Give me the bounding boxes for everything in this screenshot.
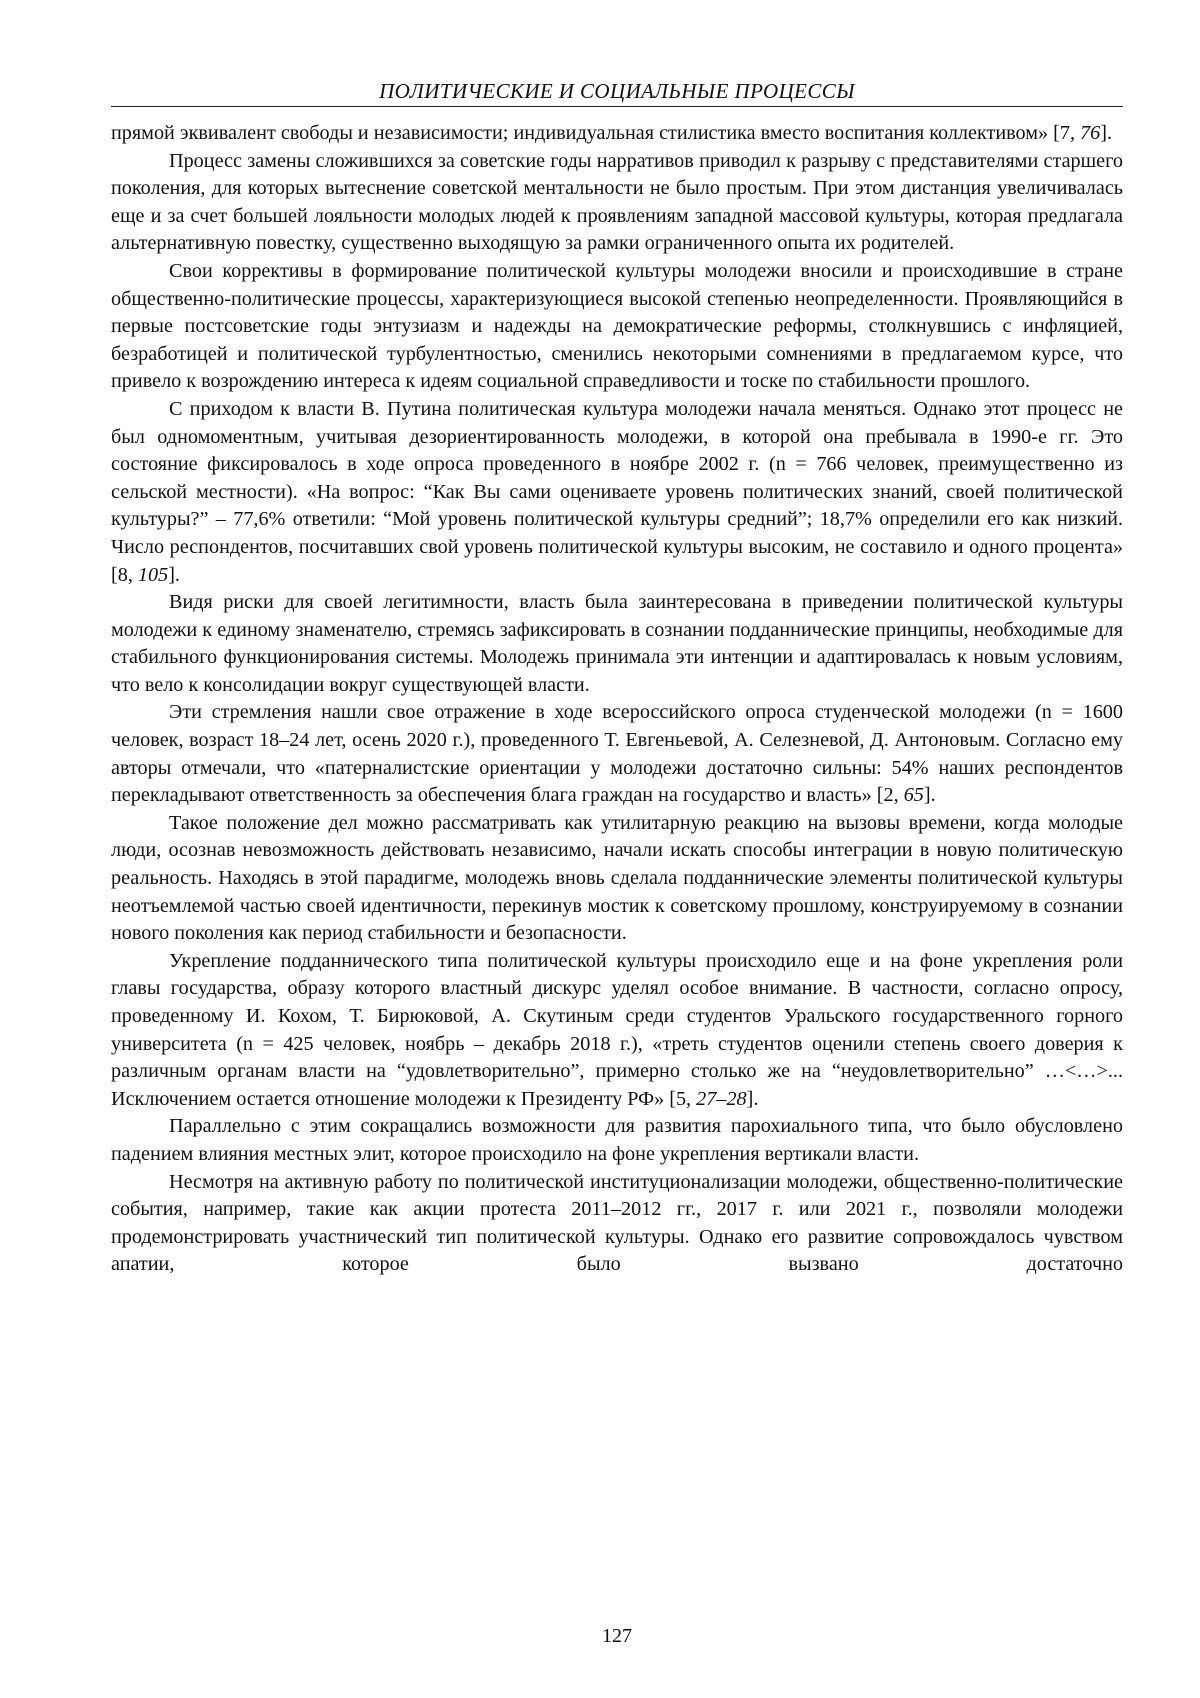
paragraph: Процесс замены сложившихся за советские годы нарративов приводил к разрыву с пред­ставителями старшего поколения, для которых вытеснение советской ментальности не было простым. При этом дистанция увеличивалась еще и за счет большей лояльности молодых лю­дей к проявлениям западной массовой культуры, которая предлагала альтернативную повестку, существенно выходящую за рамки ограниченного опыта их родителей.: [111, 148, 1123, 258]
reference-page: 105: [138, 564, 168, 586]
paragraph-text: прямой эквивалент свободы и независимости; индивидуальная стилистика вместо воспитания коллективом» [7,: [111, 122, 1080, 144]
paragraph-text: ].: [924, 784, 936, 806]
reference-page: 27–28: [696, 1088, 746, 1110]
paragraph: Параллельно с этим сокращались возможности для развития парохиального типа, что бы­ло обусловлено падением влияния местных элит, которое происходило на фоне укрепления вертикали власти.: [111, 1113, 1123, 1168]
paragraph: Такое положение дел можно рассматривать как утилитарную реакцию на вызовы времени, когда молодые люди, осознав невозможность действовать независимо, начали искать способы интеграции в новую политическую реальность. Находясь в этой парадигме, молодежь вновь сделала подданнические элементы политической культуры неотъемлемой частью своей иден­тичности, перекинув мостик к советскому прошлому, конструируемому в сознании нового по­коления как период стабильности и безопасности.: [111, 810, 1123, 948]
paragraph-text: ].: [747, 1088, 759, 1110]
paragraph-text: ].: [1100, 122, 1112, 144]
reference-page: 76: [1080, 122, 1100, 144]
paragraph: Свои коррективы в формирование политической культуры молодежи вносили и происхо­дившие в стране общественно-политические процессы, характеризующиеся высокой степенью неопределенности. Проявляющийся в первые постсоветские годы энтузиазм и надежды на де­мократические реформы, столкнувшись с инфляцией, безработицей и политической турбулент­ностью, сменились некоторыми сомнениями в предлагаемом курсе, что привело к возрождению интереса к идеям социальной справедливости и тоске по стабильности прошлого.: [111, 258, 1123, 396]
paragraph: Видя риски для своей легитимности, власть была заинтересована в приведении политиче­ской культуры молодежи к единому знаменателю, стремясь зафиксировать в сознании поддан­нические принципы, необходимые для стабильного функционирования системы. Молодежь принимала эти интенции и адаптировалась к новым условиям, что вело к консолидации вокруг существующей власти.: [111, 589, 1123, 699]
journal-page: [111, 78, 1123, 1658]
paragraph-continuation: [111, 120, 1123, 148]
paragraph-text: Укрепление подданнического типа политической культуры происходило еще и на фоне укрепления роли главы государства, образу которого властный дискурс уделял особое внима­ние. В частности, согласно опросу, проведенному И. Кохом, Т. Бирюковой, А. Скутиным среди студентов Уральского государственного горного университета (n = 425 человек, ноябрь – де­кабрь 2018 г.), «треть студентов оценили степень своего доверия к различным органам власти на “удовлетворительно”, примерно столько же на “неудовлетворительно” …<…>... Исключени­ем остается отношение молодежи к Президенту РФ» [5,: [111, 950, 1123, 1110]
page-number: 127: [111, 1624, 1123, 1648]
paragraph: [111, 699, 1123, 809]
running-header-title: ПОЛИТИЧЕСКИЕ И СОЦИАЛЬНЫЕ ПРОЦЕССЫ: [111, 78, 1123, 107]
paragraph: Несмотря на активную работу по политической институционализации молодежи, обще­ственно-политические события, например, такие как акции протеста 2011–2012 гг., 2017 г. или 2021 г., позволяли молодежи продемонстрировать участнический тип политической культуры. Однако его развитие сопровождалось чувством апатии, которое было вызвано достаточно: [111, 1169, 1123, 1279]
paragraph: [111, 396, 1123, 589]
paragraph-text: ].: [168, 564, 180, 586]
paragraph-text: С приходом к власти В. Путина политическая культура молодежи начала меняться. Одна­ко этот процесс не был одномоментным, учитывая дезориентированность молодежи, в которой она пребывала в 1990-е гг. Это состояние фиксировалось в ходе опроса проведенного в ноябре 2002 г. (n = 766 человек, преимущественно из сельской местности). «На вопрос: “Как Вы сами оцениваете уровень политических знаний, своей политической культуры?” – 77,6% ответили: “Мой уровень политической культуры средний”; 18,7% определили его как низкий. Число ре­спондентов, посчитавших свой уровень политической культуры высоким, не составило и одно­го процента» [8,: [111, 398, 1123, 586]
paragraph-text: Эти стремления нашли свое отражение в ходе всероссийского опроса студенческой моло­дежи (n = 1600 человек, возраст 18–24 лет, осень 2020 г.), проведенного Т. Евгеньевой, А. Се­лезневой, Д. Антоновым. Согласно ему авторы отмечали, что «патерналистские ориентации у молодежи достаточно сильны: 54% наших респондентов перекладывают ответственность за обеспечения блага граждан на государство и власть» [2,: [111, 701, 1123, 806]
reference-page: 65: [904, 784, 924, 806]
paragraph: [111, 948, 1123, 1114]
article-body: [111, 120, 1123, 1279]
